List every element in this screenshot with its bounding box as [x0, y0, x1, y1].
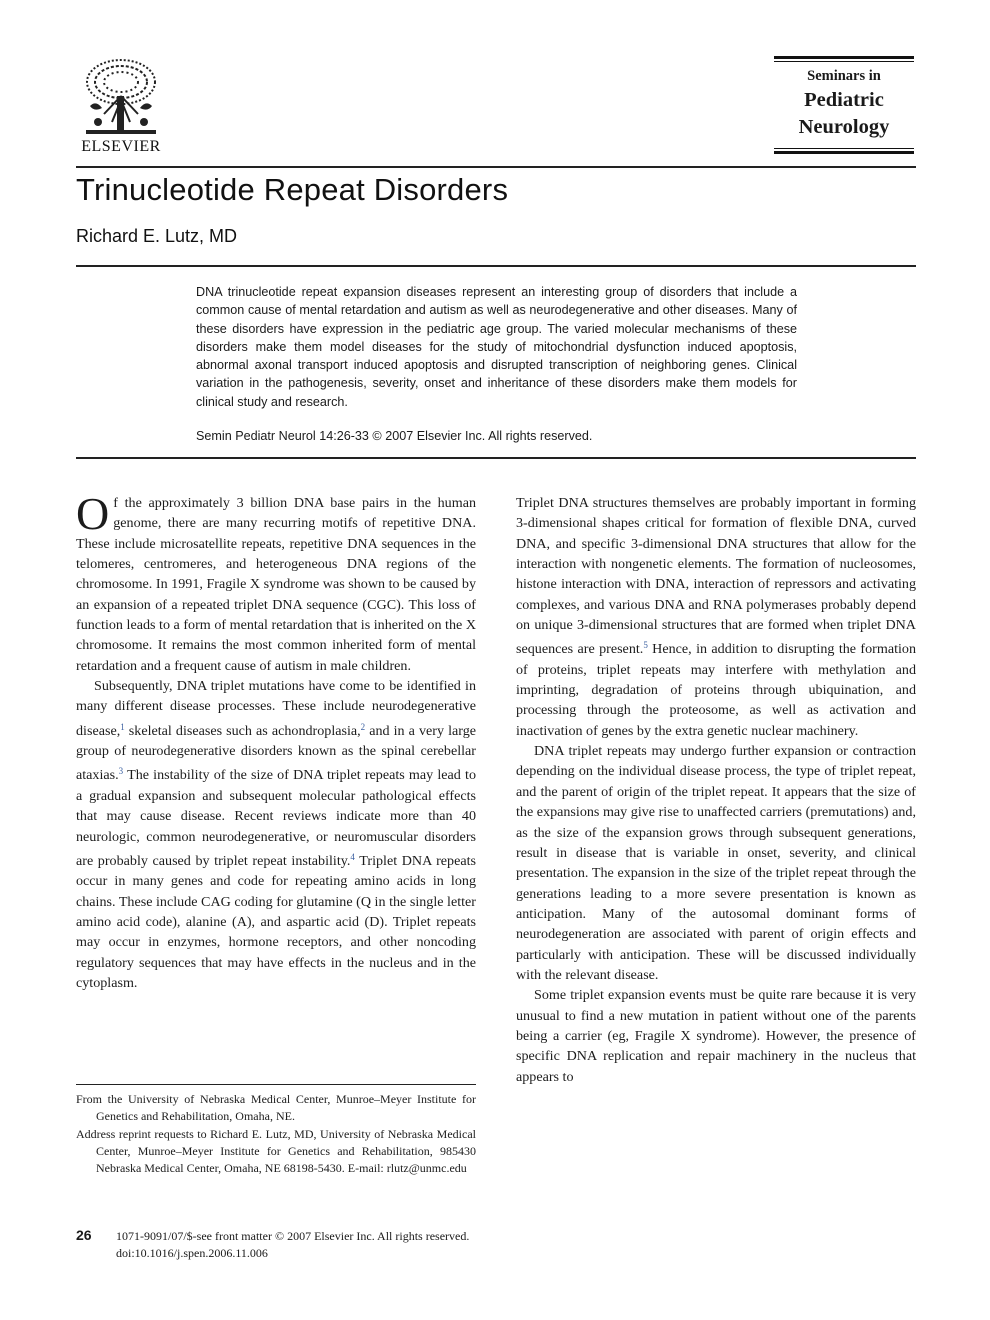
- reprint-note: Address reprint requests to Richard E. Lutz, MD, University of Nebraska Medical Center, Munroe–Meyer Institute for Genetics and Rehabilitation, 985430 Nebraska Medical Center, Omaha, NE 68198-5430. E-mail: rlutz@unmc.edu: [76, 1127, 476, 1175]
- paragraph-text: f the approximately 3 billion DNA base pairs in the human genome, there are many recurring motifs of repetitive DNA. These include microsatellite repeats, repetitive DNA sequences in the telomeres, centromeres, and heterogeneous DNA regions of the chromosome. In 1991, Fragile X syndrome was shown to be caused by an expansion of a repeated triplet DNA sequence (CGC). This loss of function leads to a form of mental retardation that is inherited on the X chromosome. It remains the most common inherited form of mental retardation and a frequent cause of autism in male children.: [76, 495, 476, 674]
- page-number: 26: [76, 1227, 92, 1243]
- nameplate-bottom-rule: [774, 151, 914, 154]
- copyright-line: 1071-9091/07/$-see front matter © 2007 Elsevier Inc. All rights reserved.: [116, 1229, 470, 1243]
- paragraph-text: The instability of the size of DNA triplet repeats may lead to a gradual expansion and subsequent molecular pathological effects that may cause disease. Recent reviews indicate more than 40 neurologic, common neurodegenerative, or neuromuscular disorders are probably caused by triplet repeat instability.: [76, 767, 476, 869]
- elsevier-wordmark: ELSEVIER: [81, 138, 161, 155]
- nameplate-top-rule: [774, 56, 914, 59]
- paragraph: [76, 488, 476, 676]
- paragraph-text: Subsequently, DNA triplet mutations have come to be identified in many different disease processes. These include neurodegenerative disease,: [76, 678, 476, 739]
- body-column-left: [76, 488, 476, 993]
- reference-link[interactable]: 4: [350, 851, 355, 862]
- paragraph-text: skeletal diseases such as achondroplasia,: [124, 722, 361, 739]
- paragraph-text: Hence, in addition to disrupting the formation of proteins, triplet repeats may interfere with methylation and imprinting, degradation of proteins through ubiquination, and processing through the proteosome, as well as activation and inactivation of genes by the extra genetic nuclear machinery.: [516, 641, 917, 739]
- abstract: DNA trinucleotide repeat expansion diseases represent an interesting group of disorders that include a common cause of mental retardation and autism as well as neurodegenerative and other diseases. Many of these disorders have expression in the pediatric age group. The varied molecular mechanisms of these disorders make them model diseases for the study of mitochondrial dysfunction induced apoptosis, abnormal axonal transport induced apoptosis and disrupted transcription of neighboring genes. Clinical variation in the pathogenesis, severity, onset and inheritance of these disorders make them models for clinical study and research.: [196, 285, 797, 409]
- doi-link[interactable]: doi:10.1016/j.spen.2006.11.006: [116, 1246, 268, 1260]
- paragraph: [516, 493, 916, 741]
- body-column-right: [516, 493, 916, 1087]
- paragraph-text: Triplet DNA structures themselves are probably important in forming 3-dimensional shapes critical for formation of flexible DNA, curved DNA, and specific 3-dimensional DNA structures that allow for the interaction with nongenetic elements. The formation of nucleosomes, histone interaction with DNA, interaction of repressors and activating complexes, and various DNA and RNA polymerases probably depend on unique 3-dimensional structures that are formed when triplet DNA sequences are present.: [516, 495, 916, 658]
- copyright-block: [116, 1228, 469, 1262]
- reference-link[interactable]: 2: [360, 721, 366, 732]
- article-author: Richard E. Lutz, MD: [76, 226, 238, 246]
- header-rule: [76, 166, 916, 168]
- reference-link[interactable]: 3: [118, 766, 124, 777]
- paragraph: [76, 676, 476, 993]
- article-title: Trinucleotide Repeat Disorders: [76, 172, 509, 207]
- paragraph: DNA triplet repeats may undergo further expansion or contraction depending on the individual disease process, the type of triplet repeat, and the parent of origin of the triplet repeat. It appears that the size of the expansions may give rise to unaffected carriers (premutations) and, as the size of the expansion grows through subsequent generations, result in disease that is variable in onset, severity, and clinical presentation. The expansion in the size of the triplet repeat through the generations leading to a more severe presentation is known as anticipation. Many of the autosomal dominant forms of neurodegeneration are associated with parent of origin effects and particularly with anticipation. These will be discussed individually with the relevant disease.: [516, 743, 916, 983]
- paragraph-text: and in a very large group of neurodegenerative disorders known as the spinal cerebellar ataxias.: [76, 722, 476, 784]
- abstract-top-rule: [76, 265, 916, 267]
- elsevier-logo: [76, 56, 166, 156]
- footnote-rule: [76, 1084, 476, 1085]
- affiliation-note: From the University of Nebraska Medical Center, Munroe–Meyer Institute for Genetics and Rehabilitation, Omaha, NE.: [76, 1092, 476, 1123]
- journal-name-line2: Neurology: [798, 116, 890, 138]
- paragraph-text: Triplet DNA repeats occur in many genes and code for repeating amino acids in long chains. These include CAG coding for glutamine (Q in the single letter amino acid code), alanine (A), and aspartic acid (D). Triplet repeats may occur in enzymes, hormone receptors, and other noncoding regulatory sequences that may have effects in the nucleus and in the cytoplasm.: [76, 852, 476, 991]
- footnotes: [76, 1091, 476, 1177]
- journal-nameplate: [774, 56, 914, 154]
- elsevier-tree-icon: [76, 56, 166, 136]
- abstract-bottom-rule: [76, 457, 916, 459]
- nameplate-bottom-thin-rule: [774, 148, 914, 149]
- journal-series: Seminars in: [807, 68, 881, 84]
- nameplate-top-thin-rule: [774, 61, 914, 62]
- citation-line: Semin Pediatr Neurol 14:26-33 © 2007 Elsevier Inc. All rights reserved.: [196, 429, 593, 443]
- paragraph: Some triplet expansion events must be quite rare because it is very unusual to find a new mutation in patient without one of the parents being a carrier (eg, Fragile X syndrome). However, the presence of specific DNA replication and repair machinery in the nucleus that appears to: [516, 987, 916, 1085]
- reference-link[interactable]: 5: [643, 640, 648, 651]
- reference-link[interactable]: 1: [120, 721, 125, 732]
- journal-name-line1: Pediatric: [804, 89, 884, 111]
- drop-cap: O: [76, 488, 110, 539]
